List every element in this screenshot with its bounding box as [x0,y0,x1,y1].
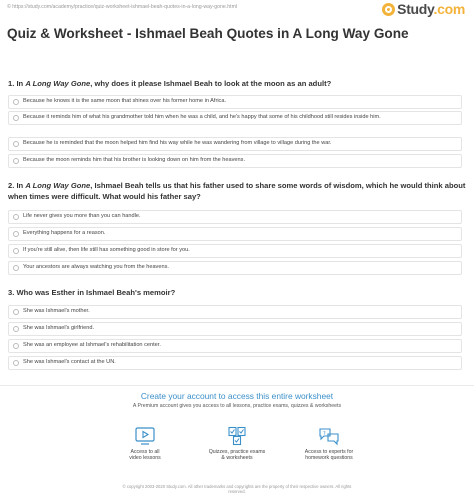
question-3-option-3[interactable]: She was an employee at Ishmael's rehabilitation center. [8,339,462,353]
question-2-option-3[interactable]: If you're still alive, then life still has something good in store for you. [8,244,462,258]
radio-icon[interactable] [13,231,19,237]
question-2-option-1[interactable]: Life never gives you more than you can handle. [8,210,462,224]
page-header [0,0,474,20]
radio-icon[interactable] [13,214,19,220]
question-2-option-4[interactable]: Your ancestors are always watching you from the heavens. [8,261,462,275]
radio-icon[interactable] [13,343,19,349]
question-3-option-1[interactable]: She was Ishmael's mother. [8,305,462,319]
quiz-worksheet-icon [226,426,248,446]
copyright-notice: © copyright 2003-2020 Study.com. All other trademarks and copyrights are the property of their respective owners. All rights reserved. [122,484,352,495]
page-url: © https://study.com/academy/practice/quiz-worksheet-ishmael-beah-quotes-in-a-long-way-gone.html [7,4,238,10]
question-3-option-4[interactable]: She was Ishmael's contact at the UN. [8,356,462,370]
video-lesson-icon [134,426,156,446]
radio-icon[interactable] [13,115,19,121]
question-1-option-1[interactable]: Because he knows it is the same moon that shines over his former home in Africa. [8,95,462,109]
question-3-text: 3. Who was Esther in Ishmael Beah's memoir? [8,288,176,297]
radio-icon[interactable] [13,309,19,315]
promo-subtitle: A Premium account gives you access to all lessons, practice exams, quizzes & worksheets [132,403,342,409]
question-2-text: 2. In A Long Way Gone, Ishmael Beah tells us that his father used to share some words of wisdom, which he would think about when times were difficult. What would his father say? [8,181,466,201]
radio-icon[interactable] [13,158,19,164]
question-2-option-2[interactable]: Everything happens for a reason. [8,227,462,241]
radio-icon[interactable] [13,360,19,366]
study-logo-icon [382,3,395,16]
question-1 [8,79,468,90]
feature-quizzes: Quizzes, practice exams & worksheets [182,426,292,462]
question-1-option-3[interactable]: Because he is reminded that the moon helped him find his way while he was wandering from village to village during the war. [8,137,462,151]
question-3 [8,288,468,299]
study-logo-text: Study.com [397,1,465,17]
question-2 [8,181,468,202]
question-1-option-2[interactable]: Because it reminds him of what his grandmother told him when he was a child, and he's happy that some of his childhood still resides inside him. [8,111,462,125]
radio-icon[interactable] [13,141,19,147]
radio-icon[interactable] [13,248,19,254]
premium-promo [0,385,474,503]
page-title: Quiz & Worksheet - Ishmael Beah Quotes in A Long Way Gone [7,26,409,41]
feature-experts: ? Access to experts for homework questions [274,426,384,462]
svg-text:?: ? [323,431,326,437]
create-account-link[interactable]: Create your account to access this entire worksheet [140,391,334,401]
question-1-option-4[interactable]: Because the moon reminds him that his brother is looking down on him from the heavens. [8,154,462,168]
study-logo[interactable] [382,1,465,17]
question-1-text: 1. In A Long Way Gone, why does it please Ishmael Beah to look at the moon as an adult? [8,79,332,88]
radio-icon[interactable] [13,326,19,332]
radio-icon[interactable] [13,265,19,271]
question-3-option-2[interactable]: She was Ishmael's girlfriend. [8,322,462,336]
expert-chat-icon [318,426,340,446]
feature-video-lessons: Access to all video lessons [90,426,200,462]
radio-icon[interactable] [13,99,19,105]
